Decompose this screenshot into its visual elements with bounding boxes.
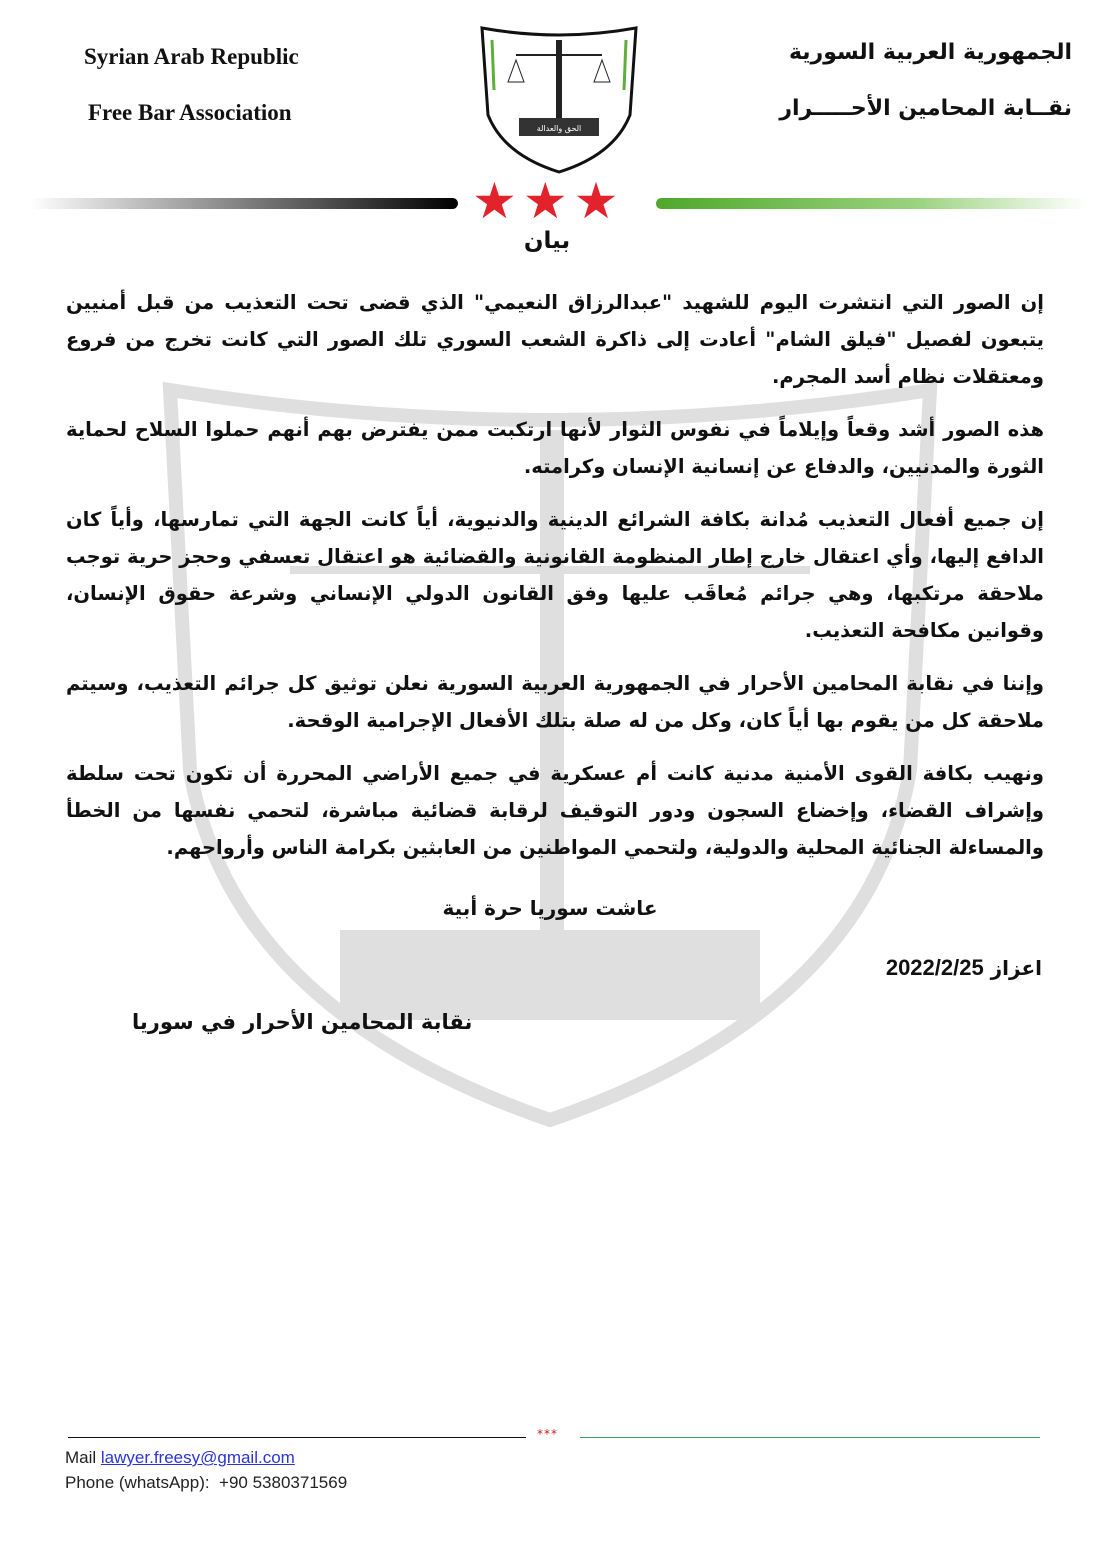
footer-divider-black: [68, 1437, 526, 1438]
header-country-en: Syrian Arab Republic: [84, 44, 299, 69]
header-divider-black: [30, 198, 458, 209]
header-association-en: Free Bar Association: [88, 100, 292, 125]
footer-phone: [65, 1473, 347, 1493]
mail-label: Mail: [65, 1448, 97, 1467]
paragraph: هذه الصور أشد وقعاً وإيلاماً في نفوس الثوار لأنها ارتكبت ممن يفترض بهم أنهم حملوا السلاح لحماية الثورة والمدنيين، والدفاع عن إنسانية الإنسان وكرامته.: [66, 418, 1044, 478]
footer-divider-mark: ***: [537, 1427, 558, 1441]
paragraph: إن جميع أفعال التعذيب مُدانة بكافة الشرائع الدينية والدنيوية، أياً كانت الجهة التي تمارسها، وأياً كان الدافع إليها، وأي اعتقال خارج إطار المنظومة القانونية والقضائية هو اعتقال تعسفي وحجز حرية توجب ملاحقة مرتكبها، وهي جرائم مُعاقَب عليها وفق القانون الدولي الإنساني وشرعة حقوق الإنسان، وقوانين مكافحة التعذيب.: [66, 508, 1044, 642]
bar-association-logo: [474, 20, 644, 175]
email-link[interactable]: lawyer.freesy@gmail.com: [100, 1448, 295, 1467]
phone-label: Phone (whatsApp):: [65, 1473, 210, 1492]
header-country-ar: الجمهورية العربية السورية: [788, 40, 1072, 65]
logo-motto: الحق والعدالة: [536, 124, 582, 133]
statement-title: بيان: [523, 228, 571, 254]
phone-number: +90 5380371569: [219, 1473, 348, 1492]
closing-slogan: عاشت سوريا حرة أبية: [442, 896, 658, 920]
paragraph: وإننا في نقابة المحامين الأحرار في الجمهورية العربية السورية نعلن توثيق كل جرائم التعذيب، وسيتم ملاحقة كل من يقوم بها أياً كان، وكل من له صلة بتلك الأفعال الإجرامية الوقحة.: [66, 672, 1044, 732]
place: اعزاز: [990, 956, 1042, 980]
paragraph: إن الصور التي انتشرت اليوم للشهيد "عبدالرزاق النعيمي" الذي قضى تحت التعذيب من قبل أمنيين يتبعون لفصيل "فيلق الشام" أعادت إلى ذاكرة الشعب السوري تلك الصور التي كانت تخرج من فروع ومعتقلات نظام أسد المجرم.: [66, 291, 1044, 388]
date: 2022/2/25: [885, 955, 984, 980]
place-date: [886, 955, 1042, 981]
statement-body: [66, 284, 1044, 882]
header-divider-green: [656, 198, 1086, 209]
header-association-ar: نقــابة المحامين الأحـــــرار: [779, 96, 1072, 121]
paragraph: ونهيب بكافة القوى الأمنية مدنية كانت أم عسكرية في جميع الأراضي المحررة أن تكون تحت سلطة وإشراف القضاء، وإخضاع السجون ودور التوقيف لرقابة قضائية مباشرة، لتحمي نفسها من الخطأ والمساءلة الجنائية المحلية والدولية، ولتحمي المواطنين من العابثين بكرامة الناس وأرواحهم.: [66, 762, 1044, 859]
footer-divider-green: [580, 1437, 1040, 1438]
footer-mail: [65, 1448, 295, 1468]
three-stars-icon: ★★★: [472, 172, 625, 230]
signature: نقابة المحامين الأحرار في سوريا: [132, 1010, 473, 1034]
